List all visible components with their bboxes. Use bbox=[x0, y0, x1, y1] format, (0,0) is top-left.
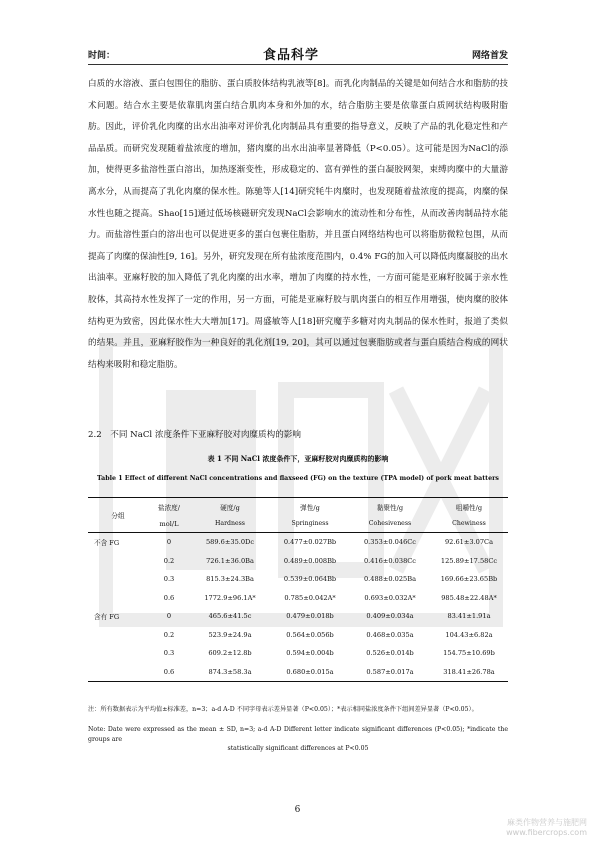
texture-table bbox=[88, 497, 508, 682]
table-caption-en: Table 1 Effect of different NaCl concentrations and flaxseed (FG) on the texture (TPA model) of pork meat batters bbox=[97, 475, 499, 482]
value-cell: 726.1±36.0Ba bbox=[206, 556, 254, 565]
value-cell: 0.477±0.027Bb bbox=[283, 538, 337, 547]
table-row bbox=[88, 607, 508, 626]
journal-logo: 食品科学 bbox=[263, 48, 320, 63]
value-cell: 0.594±0.004b bbox=[286, 649, 334, 658]
value-cell: 0.353±0.046Cc bbox=[363, 538, 417, 547]
group-label-no-fg: 不含 FG bbox=[94, 539, 120, 548]
table-note-en-cont: statistically significant differences at P<0.05 bbox=[227, 745, 369, 752]
value-cell: 985.48±22.48A* bbox=[441, 593, 497, 602]
watermark-corner-cn: 麻类作物营养与施肥网 bbox=[507, 818, 587, 827]
header-online-first: 网络首发 bbox=[471, 51, 508, 61]
value-cell: 0.468±0.035a bbox=[366, 630, 414, 639]
value-cell: 0.564±0.056b bbox=[286, 630, 334, 639]
table-header-row bbox=[88, 498, 508, 516]
salt-cell: 0.2 bbox=[163, 630, 175, 639]
watermark-corner-url: www.fibercrops.com bbox=[506, 828, 587, 837]
value-cell: 0.539±0.064Bb bbox=[283, 575, 337, 584]
value-cell: 318.41±26.78a bbox=[443, 667, 495, 676]
value-cell: 0.526±0.014b bbox=[366, 649, 414, 658]
col-cohesiveness-header: 黏聚性/g bbox=[376, 503, 404, 512]
body-paragraphs bbox=[88, 74, 508, 376]
table-row bbox=[88, 663, 508, 682]
value-cell: 0.785±0.042A* bbox=[284, 593, 336, 602]
value-cell: 92.61±3.07Ca bbox=[444, 538, 494, 547]
table-note-cn: 注：所有数据表示为平均值±标准差，n=3；a-d A-D 不同字母表示差异显著（P<0.05）；*表示相同盐浓度条件下组间差异显著（P<0.05）。 bbox=[88, 706, 478, 713]
header-date-label: 时间： bbox=[88, 51, 116, 61]
value-cell: 0.693±0.032A* bbox=[364, 593, 416, 602]
value-cell: 0.416±0.038Cc bbox=[363, 556, 417, 565]
salt-cell: 0.6 bbox=[163, 667, 175, 676]
table-row bbox=[88, 589, 508, 608]
salt-cell: 0.3 bbox=[163, 649, 175, 658]
salt-cell: 0 bbox=[166, 612, 172, 621]
table-header-row-en bbox=[88, 515, 508, 533]
watermark-corner bbox=[506, 818, 587, 838]
value-cell: 154.75±10.69b bbox=[443, 649, 495, 658]
value-cell: 83.41±1.91a bbox=[447, 612, 491, 621]
table-row bbox=[88, 570, 508, 589]
col-group-header: 分组 bbox=[88, 498, 148, 533]
table-row bbox=[88, 552, 508, 571]
col-chewiness-en: Chewiness bbox=[430, 515, 508, 533]
value-cell: 1772.9±96.1A* bbox=[204, 593, 256, 602]
table-row bbox=[88, 626, 508, 645]
value-cell: 125.89±17.58Cc bbox=[440, 556, 498, 565]
col-springiness-header: 弹性/g bbox=[300, 503, 320, 512]
value-cell: 0.680±0.015a bbox=[286, 667, 334, 676]
salt-cell: 0.2 bbox=[163, 556, 175, 565]
col-hardness-header: 硬度/g bbox=[220, 503, 240, 512]
table-caption-cn: 表 1 不同 NaCl 浓度条件下，亚麻籽胶对肉糜质构的影响 bbox=[207, 454, 389, 463]
value-cell: 465.6±41.5c bbox=[208, 612, 252, 621]
salt-cell: 0.3 bbox=[163, 575, 175, 584]
col-salt-unit: mol/L bbox=[148, 515, 190, 533]
value-cell: 169.66±23.65Bb bbox=[440, 575, 498, 584]
value-cell: 104.43±6.82a bbox=[445, 630, 493, 639]
value-cell: 0.479±0.018b bbox=[286, 612, 334, 621]
table-row bbox=[88, 644, 508, 663]
paragraph: 白质的水溶液、蛋白包围住的脂肪、蛋白质胶体结构乳液等[8]。而乳化肉制品的关键是如何结合水和脂肪的技术问题。结合水主要是依靠肌肉蛋白结合肌肉本身和外加的水，结合脂肪主要是依靠蛋白质网状结构吸附脂肪。因此，评价乳化肉糜的出水出油率对评价乳化肉制品具有重要的指导意义，反映了产品的乳化稳定性和产品品质。而研究发现随着盐浓度的增加，猪肉糜的出水出油率显著降低（P<0.05）。这可能是因为NaCl的添加，使得更多盐溶性蛋白溶出，加热逐渐变性，形成稳定的、富有弹性的蛋白凝胶网架，束缚肉糜中的大量游离水分，从而提高了乳化肉糜的保水性。陈驰等人[14]研究牦牛肉糜时，也发现随着盐浓度的提高，肉糜的保水性也随之提高。Shao[15]通过低场核磁研究发现NaCl会影响水的流动性和分布性，从而改善肉制品持水能力。而盐溶性蛋白的溶出也可以促进更多的蛋白包裹住脂肪，并且蛋白网络结构也可以将脂肪微粒包围，从而提高了肉糜的保油性[9, 16]。另外，研究发现在所有盐浓度范围内，0.4% FG的加入可以降低肉糜凝胶的出水出油率。亚麻籽胶的加入降低了乳化肉糜的出水率，增加了肉糜的持水性，一方面可能是亚麻籽胶属于亲水性胶体，其高持水性发挥了一定的作用，另一方面，可能是亚麻籽胶与肌肉蛋白的相互作用增强，使肉糜的胶体结构更为致密，因此保水性大大增加[17]。周盛敏等人[18]研究魔芋多糖对肉丸制品的保水性时，报道了类似的结果。并且，亚麻籽胶作为一种良好的乳化剂[19, 20]，其可以通过包裹脂肪或者与蛋白质结合构成的网状结构来吸附和稳定脂肪。 bbox=[88, 79, 508, 370]
value-cell: 0.409±0.034a bbox=[366, 612, 414, 621]
col-salt-header: 盐浓度/ bbox=[157, 503, 180, 512]
section-heading: 2.2 不同 NaCl 浓度条件下亚麻籽胶对肉糜质构的影响 bbox=[88, 430, 301, 440]
group-label-with-fg: 含有 FG bbox=[94, 613, 120, 622]
col-cohesiveness-en: Cohesiveness bbox=[350, 515, 430, 533]
table-row bbox=[88, 533, 508, 552]
salt-cell: 0.6 bbox=[163, 593, 175, 602]
value-cell: 609.2±12.8b bbox=[208, 649, 252, 658]
value-cell: 589.6±35.0Dc bbox=[205, 538, 255, 547]
value-cell: 0.488±0.025Ba bbox=[363, 575, 417, 584]
salt-cell: 0 bbox=[166, 538, 172, 547]
value-cell: 523.9±24.9a bbox=[208, 630, 252, 639]
col-hardness-en: Hardness bbox=[190, 515, 270, 533]
value-cell: 0.489±0.008Bb bbox=[283, 556, 337, 565]
col-springiness-en: Springiness bbox=[270, 515, 350, 533]
value-cell: 815.3±24.3Ba bbox=[206, 575, 254, 584]
table-note-en: Note: Date were expressed as the mean ± SD, n=3; a-d A-D Different letter indicate significant differences (P<0.05); *indicate the groups are bbox=[88, 726, 508, 743]
value-cell: 874.3±58.3a bbox=[208, 667, 252, 676]
running-header bbox=[88, 44, 508, 65]
col-chewiness-header: 咀嚼性/g bbox=[455, 503, 483, 512]
page-number: 6 bbox=[294, 805, 301, 815]
value-cell: 0.587±0.017a bbox=[366, 667, 414, 676]
